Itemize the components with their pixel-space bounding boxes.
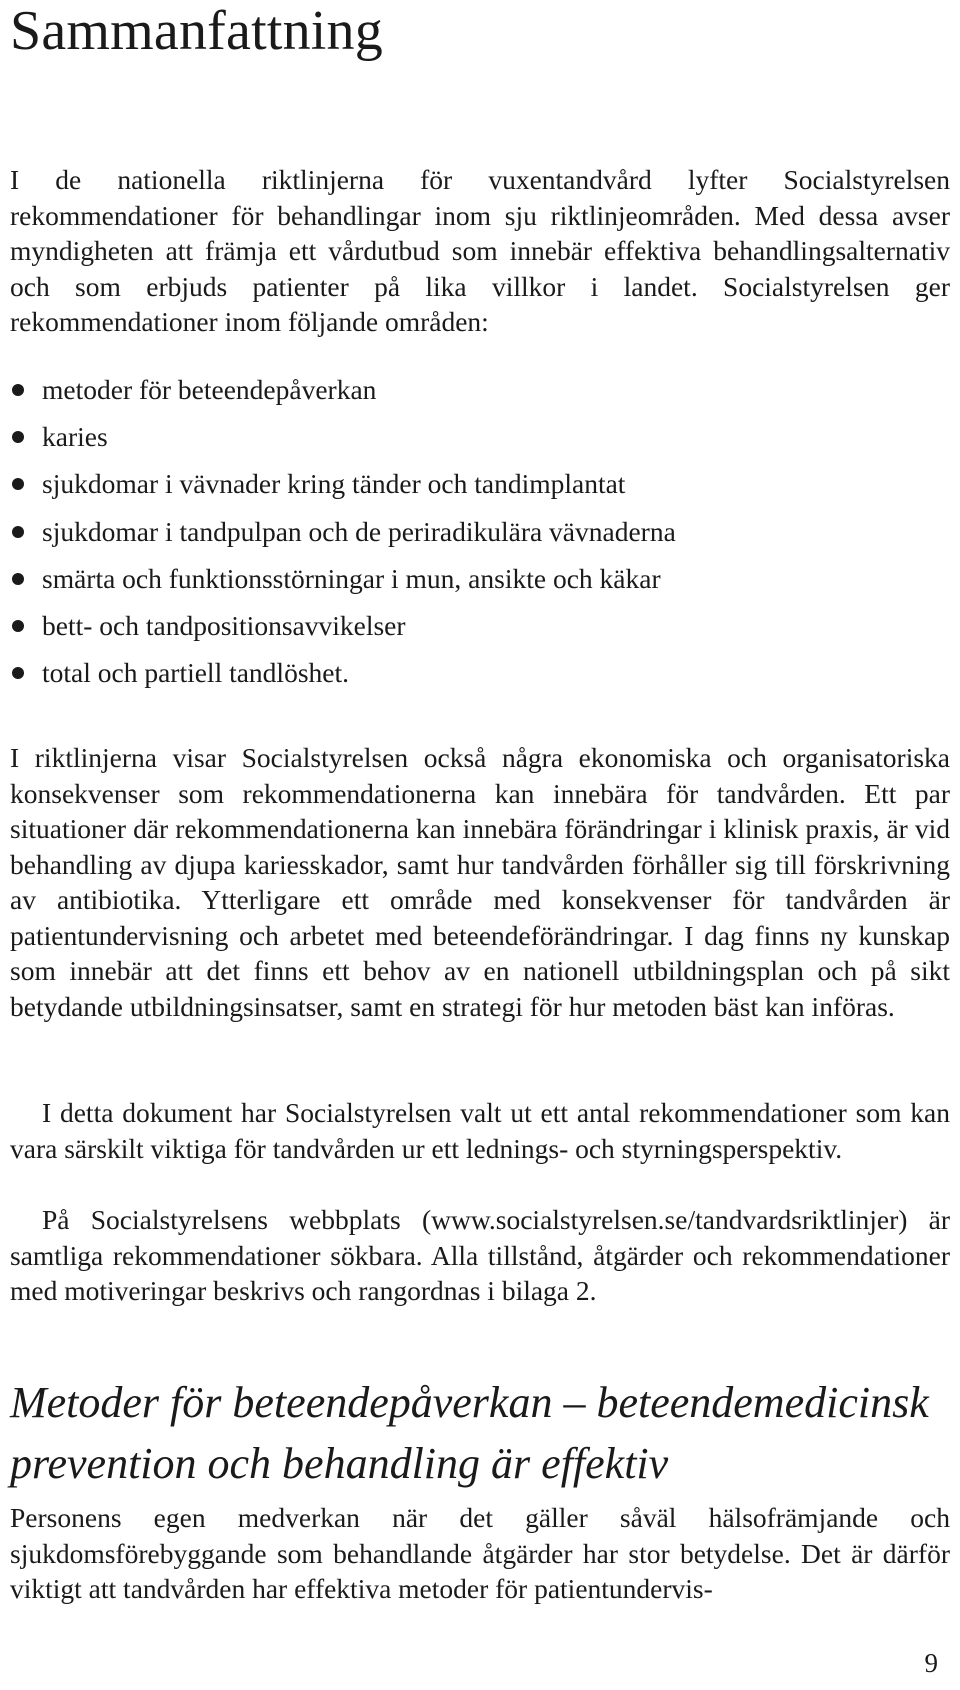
list-item	[10, 608, 950, 655]
bullet-icon	[12, 526, 24, 538]
bullet-icon	[12, 431, 24, 443]
document-page	[10, 0, 950, 1690]
consequences-paragraph: I riktlinjerna visar Socialstyrelsen också några ekonomiska och organisatoriska konsekvenser som rekommendationerna kan innebära för tandvården. Ett par situationer där rekommendationerna kan innebära förändringar i klinisk praxis, är vid behandling av djupa kariesskador, samt hur tandvården förhåller sig till förskrivning av antibiotika. Ytterligare ett område med konsekvenser för tandvården är patientundervisning och arbetet med beteendeförändringar. I dag finns ny kunskap som innebär att det finns ett behov av en nationell utbildningsplan och på sikt betydande utbildningsinsatser, samt en strategi för hur metoden bäst kan införas.	[10, 742, 950, 1022]
bullet-icon	[12, 667, 24, 679]
list-item	[10, 372, 950, 419]
list-item	[10, 561, 950, 608]
list-item-label: bett- och tandpositionsavvikelser	[42, 609, 406, 641]
section-heading: Metoder för beteendepåverkan – beteendemedicinsk prevention och behandling är effektiv	[10, 1378, 929, 1488]
list-item-label: smärta och funktionsstörningar i mun, ansikte och käkar	[42, 562, 661, 594]
list-item-label: total och partiell tandlöshet.	[42, 657, 349, 689]
list-item-label: metoder för beteendepåverkan	[42, 374, 377, 405]
areas-list	[10, 372, 950, 702]
intro-paragraph: I de nationella riktlinjerna för vuxentandvård lyfter Socialstyrelsen rekommendationer för behandlingar inom sju riktlinjeområden. Med dessa avser myndigheten att främja ett vårdutbud som innebär effektiva behandlingsalternativ och som erbjuds patienter på lika villkor i landet. Socialstyrelsen ger rekommendationer inom följande områden:	[10, 164, 950, 337]
website-text: På Socialstyrelsens webbplats (www.socialstyrelsen.se/tandvardsriktlinjer) är samtliga rekommendationer sökbara. Alla tillstånd, åtgärder och rekommendationer med motiveringar beskrivs och rangordnas i bilaga 2.	[10, 1204, 950, 1306]
bullet-icon	[12, 620, 24, 632]
bullet-icon	[12, 573, 24, 585]
list-item	[10, 466, 950, 513]
page-number: 9	[924, 1648, 938, 1678]
list-item	[10, 655, 950, 702]
selection-text: I detta dokument har Socialstyrelsen valt ut ett antal rekommendationer som kan vara särskilt viktiga för tandvården ur ett lednings- och styrningsperspektiv.	[10, 1097, 950, 1164]
list-item-label: sjukdomar i tandpulpan och de periradikulära vävnaderna	[42, 515, 676, 547]
list-item	[10, 514, 950, 561]
list-item-label: karies	[42, 421, 108, 453]
bullet-icon	[12, 384, 24, 396]
page-title: Sammanfattning	[10, 0, 383, 62]
website-paragraph	[10, 1202, 950, 1309]
list-item	[10, 419, 950, 466]
selection-paragraph	[10, 1095, 950, 1166]
section-body: Personens egen medverkan när det gäller såväl hälsofrämjande och sjukdomsförebyggande som behandlande åtgärder har stor betydelse. Det är därför viktigt att tandvården har effektiva metoder för patientundervis-	[10, 1502, 950, 1604]
list-item-label: sjukdomar i vävnader kring tänder och tandimplantat	[42, 468, 626, 500]
bullet-icon	[12, 478, 24, 490]
